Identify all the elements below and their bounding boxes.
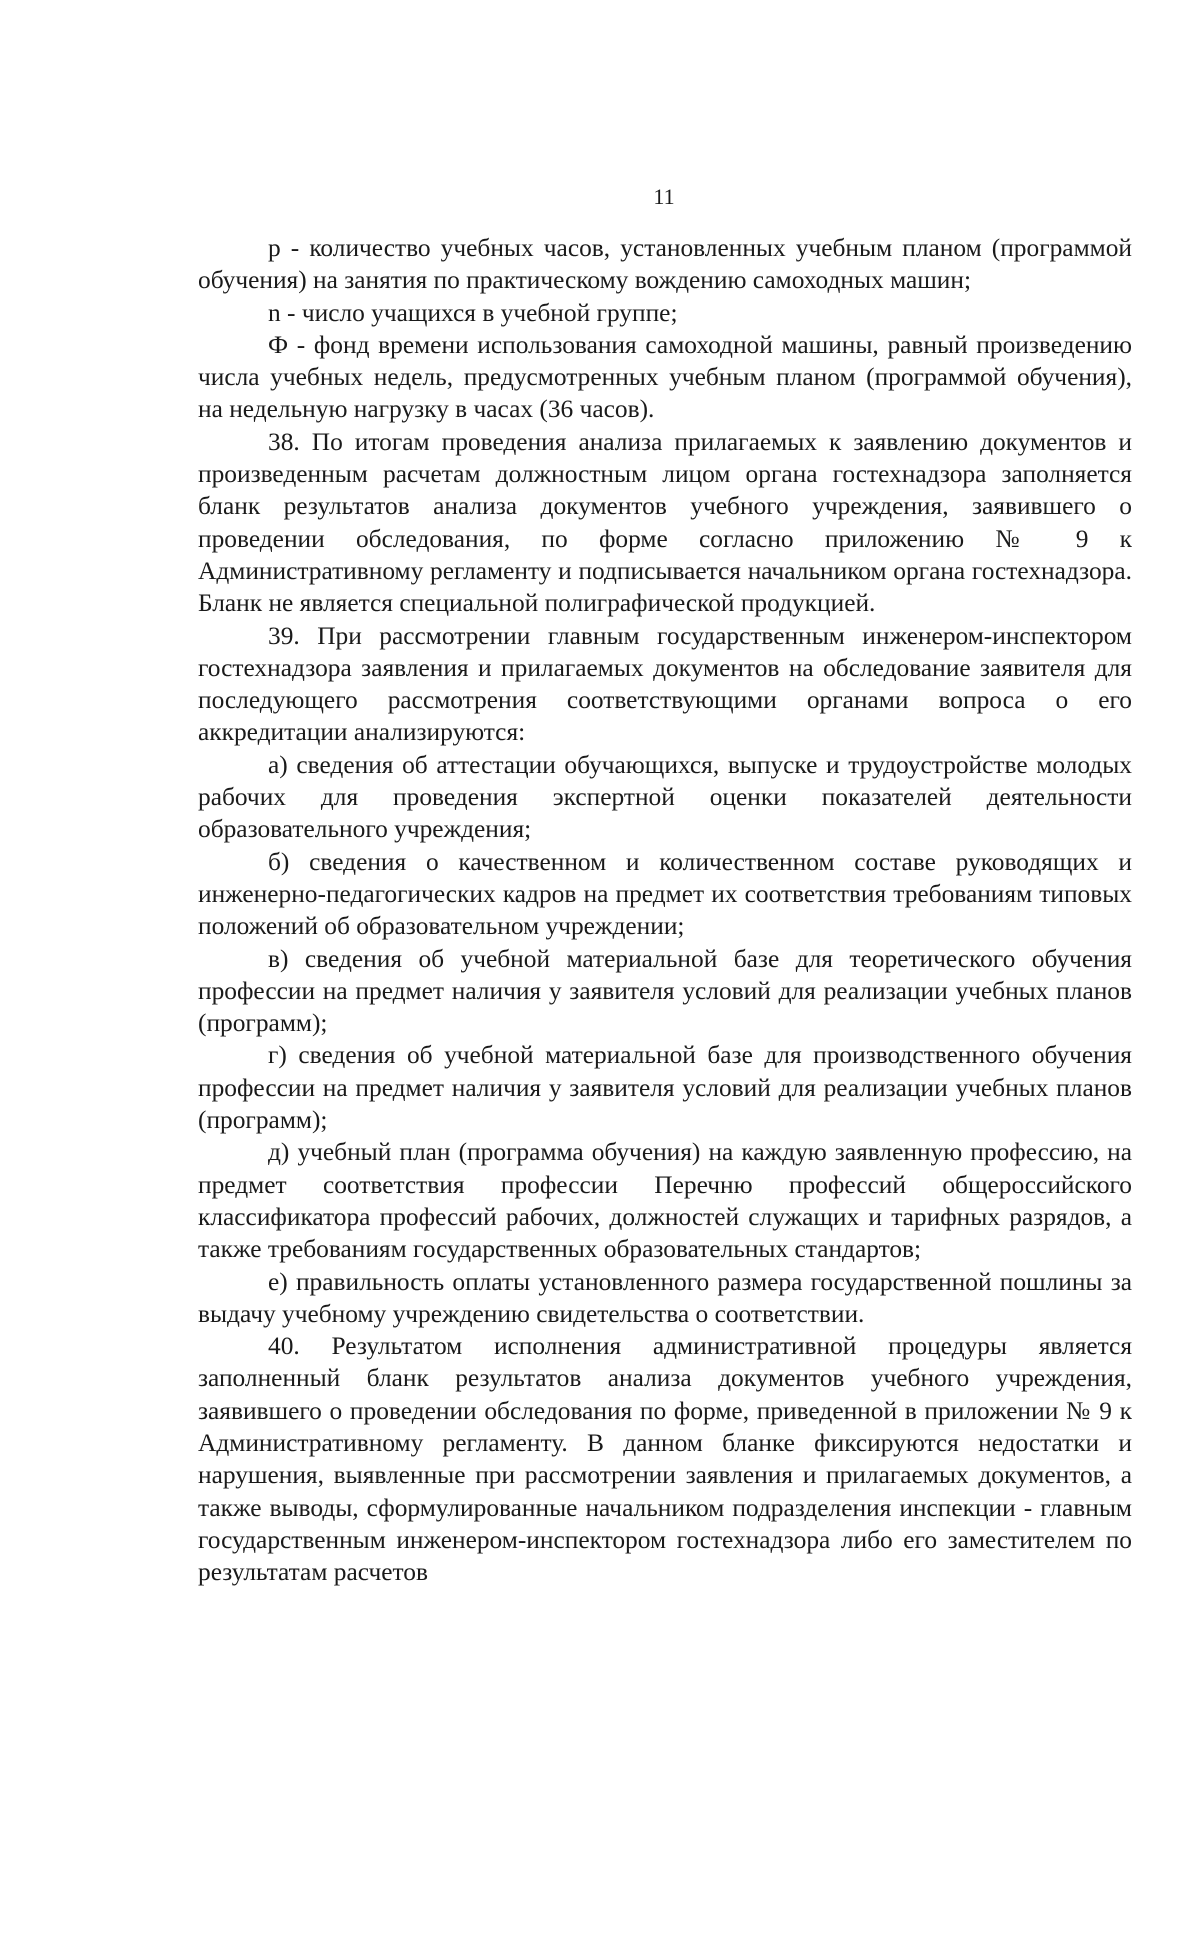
document-body <box>198 232 1132 1588</box>
paragraph-f-definition: Ф - фонд времени использования самоходной машины, равный произведению числа учебных недель, предусмотренных учебным планом (программой обучения), на недельную нагрузку в часах (36 часов). <box>198 330 1132 424</box>
page-number: 11 <box>653 184 675 209</box>
paragraph-39-b: б) сведения о качественном и количественном составе руководящих и инженерно-педагогических кадров на предмет их соответствия требованиям типовых положений об образовательном учреждении; <box>198 847 1132 941</box>
paragraph-39-a: а) сведения об аттестации обучающихся, выпуске и трудоустройстве молодых рабочих для проведения экспертной оценки показателей деятельности образовательного учреждения; <box>198 750 1132 844</box>
paragraph-39-g: г) сведения об учебной материальной базе для производственного обучения профессии на предмет наличия у заявителя условий для реализации учебных планов (программ); <box>198 1041 1132 1135</box>
paragraph-38: 38. По итогам проведения анализа прилагаемых к заявлению документов и произведенным расчетам должностным лицом органа гостехнадзора заполняется бланк результатов анализа документов учебного учреждения, заявившего о проведении обследования, по форме согласно приложению № 9 к Административному регламенту и подписывается начальником органа гостехнадзора. Бланк не является специальной полиграфической продукцией. <box>198 427 1132 618</box>
paragraph-p-definition: р - количество учебных часов, установленных учебным планом (программой обучения) на занятия по практическому вождению самоходных машин; <box>198 234 1132 295</box>
paragraph-n-definition: n - число учащихся в учебной группе; <box>268 298 678 327</box>
paragraph-39-d: д) учебный план (программа обучения) на каждую заявленную профессию, на предмет соответствия профессии Перечню профессий общероссийского классификатора профессий рабочих, должностей служащих и тарифных разрядов, а также требованиям государственных образовательных стандартов; <box>198 1138 1132 1264</box>
paragraph-39: 39. При рассмотрении главным государственным инженером-инспектором гостехнадзора заявления и прилагаемых документов на обследование заявителя для последующего рассмотрения соответствующими органами вопроса о его аккредитации анализируются: <box>198 621 1132 747</box>
paragraph-39-e: е) правильность оплаты установленного размера государственной пошлины за выдачу учебному учреждению свидетельства о соответствии. <box>198 1267 1132 1328</box>
paragraph-39-v: в) сведения об учебной материальной базе для теоретического обучения профессии на предмет наличия у заявителя условий для реализации учебных планов (программ); <box>198 944 1132 1038</box>
paragraph-40: 40. Результатом исполнения административной процедуры является заполненный бланк результатов анализа документов учебного учреждения, заявившего о проведении обследования по форме, приведенной в приложении № 9 к Административному регламенту. В данном бланке фиксируются недостатки и нарушения, выявленные при рассмотрении заявления и прилагаемых документов, а также выводы, сформулированные начальником подразделения инспекции - главным государственным инженером-инспектором гостехнадзора либо его заместителем по результатам расчетов <box>198 1332 1132 1587</box>
